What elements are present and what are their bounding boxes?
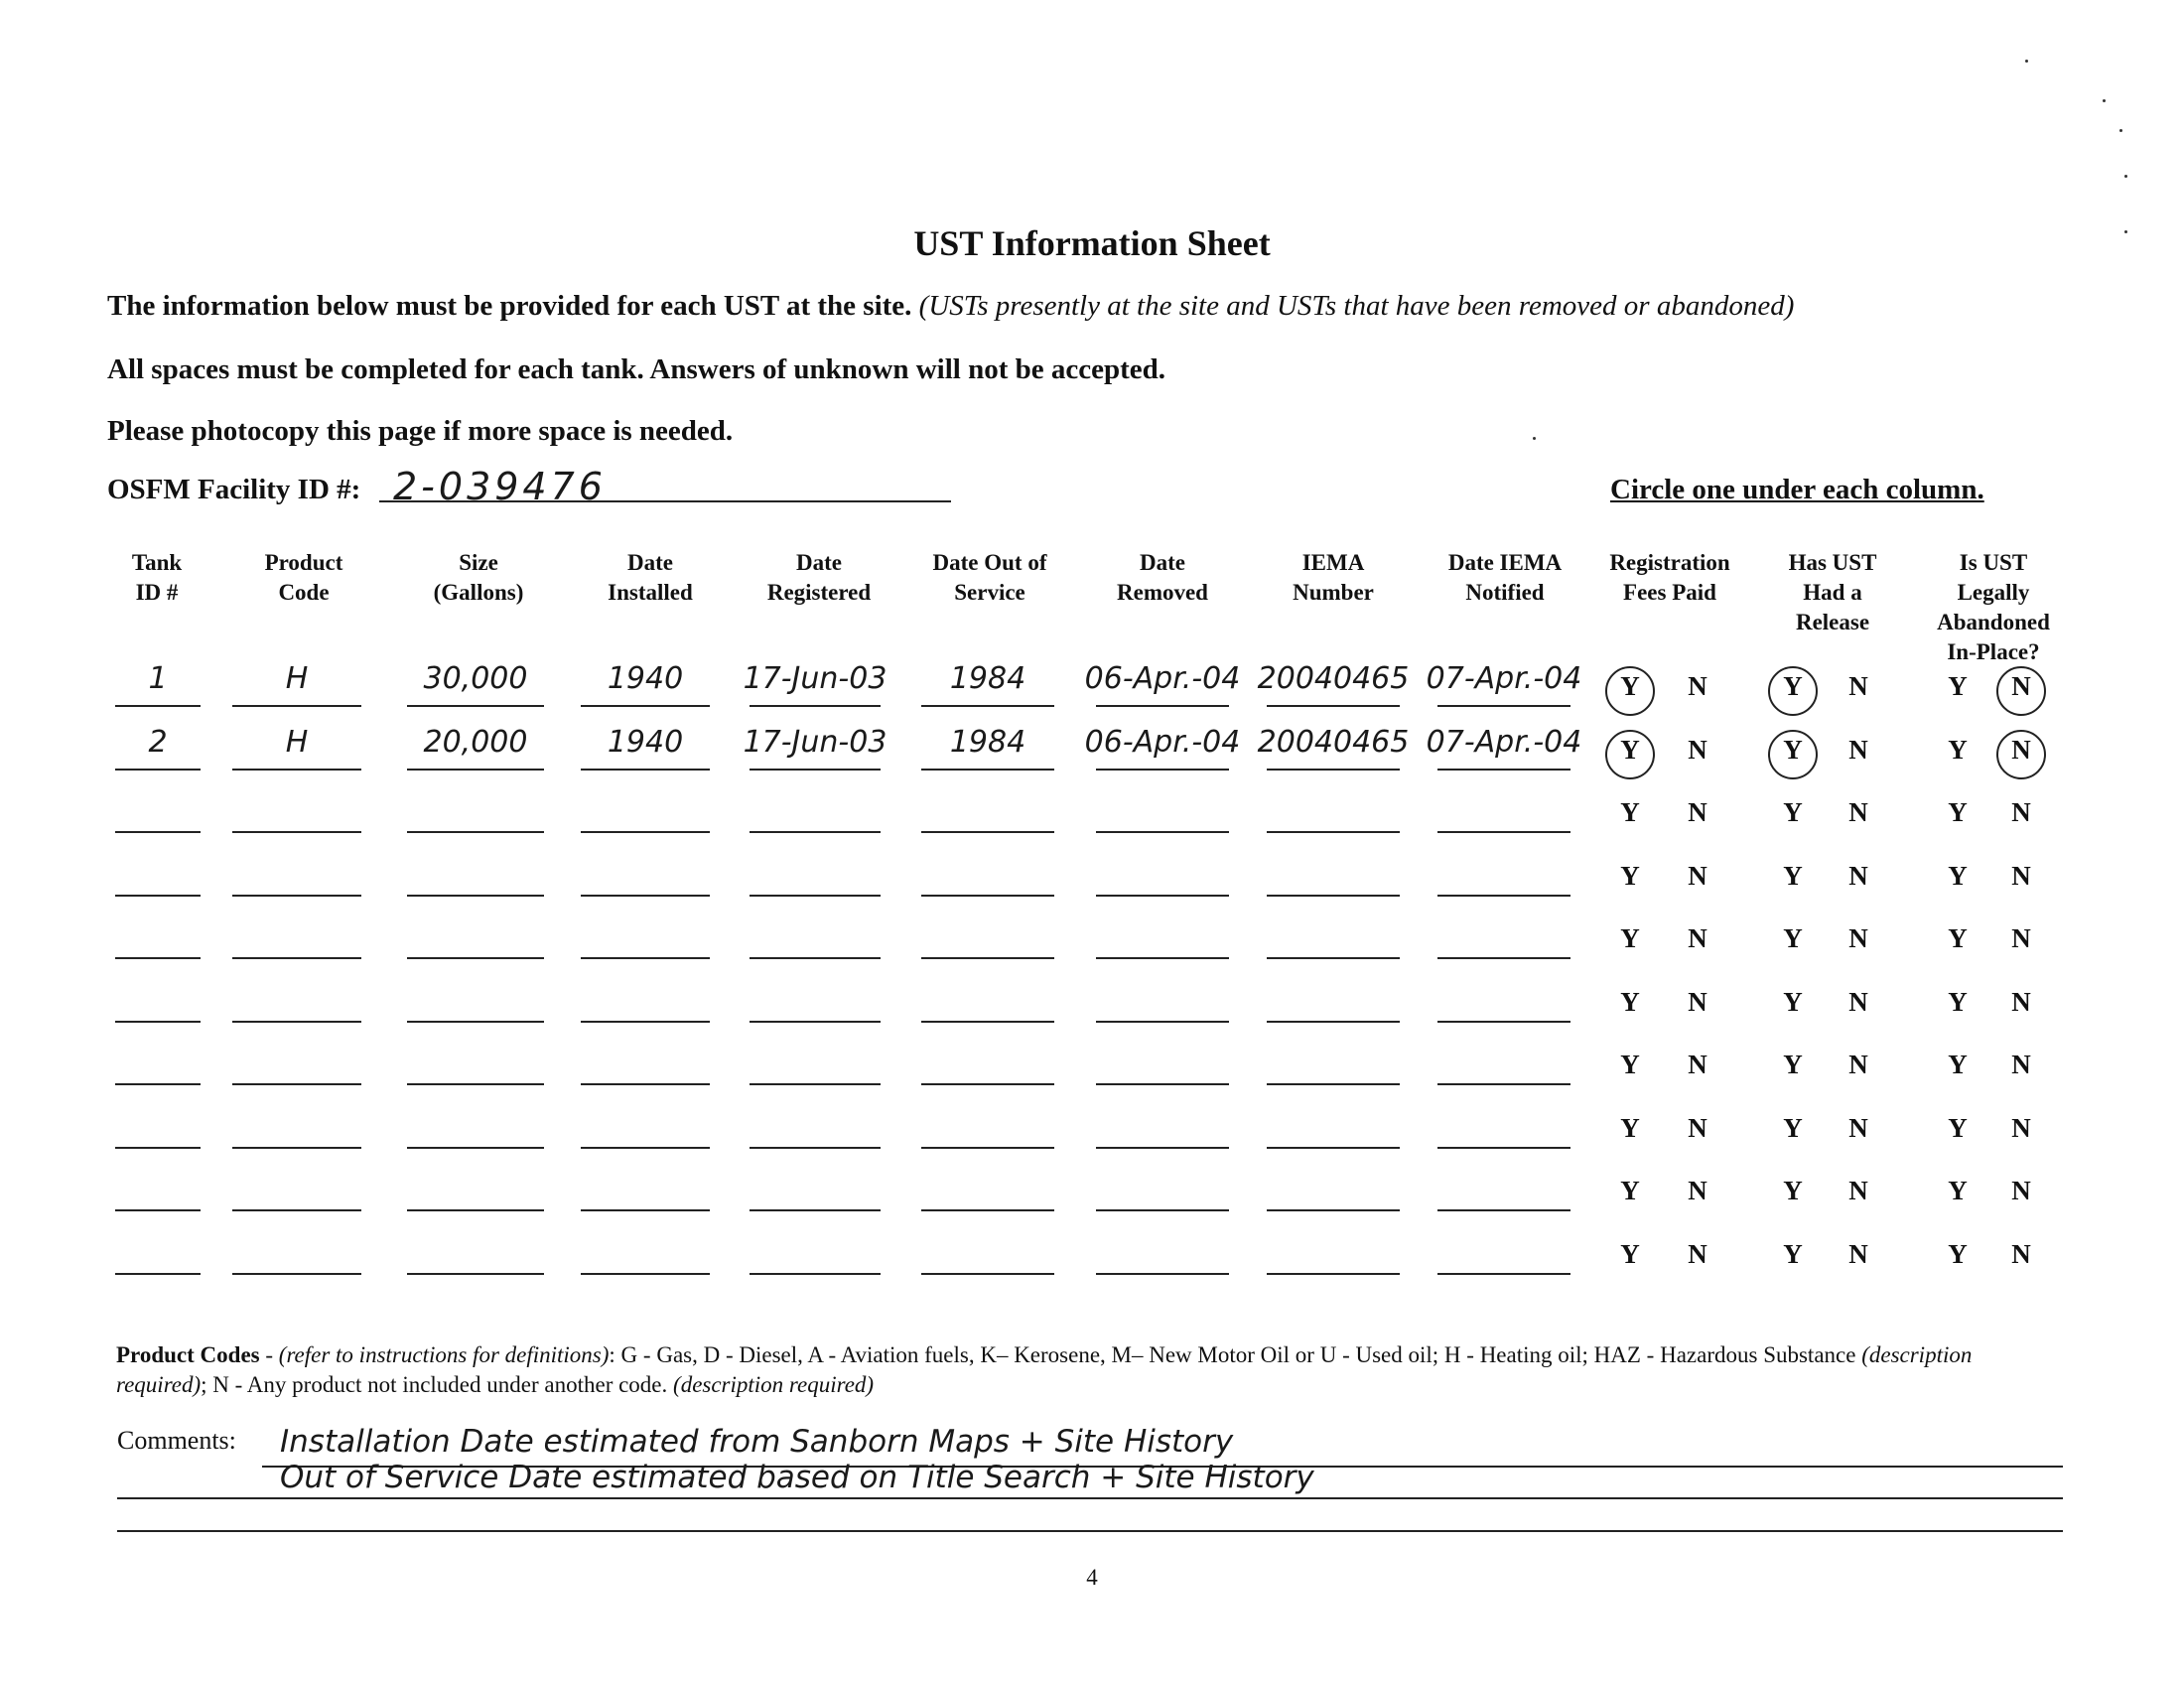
option-release-yes[interactable]: Y bbox=[1783, 1050, 1803, 1079]
field-tank-id[interactable] bbox=[115, 1147, 201, 1149]
field-date-out[interactable] bbox=[921, 1147, 1054, 1149]
option-release-no[interactable]: N bbox=[1848, 1112, 1868, 1143]
facility-id-value: 2-039476 bbox=[393, 465, 607, 508]
field-iema-number[interactable] bbox=[1267, 1209, 1400, 1211]
column-header-line: ID # bbox=[135, 580, 179, 605]
field-date-iema[interactable] bbox=[1437, 769, 1570, 771]
field-date-registered[interactable] bbox=[750, 831, 881, 833]
option-release-yes[interactable]: Y bbox=[1783, 1238, 1803, 1269]
option-reg-fees-no[interactable]: N bbox=[1688, 1238, 1707, 1269]
field-date-out[interactable] bbox=[921, 895, 1054, 897]
field-date-installed[interactable] bbox=[581, 1021, 710, 1023]
value-product-code: H bbox=[285, 724, 309, 760]
comments-text-2: Out of Service Date estimated based on Title Search + Site History bbox=[280, 1460, 1314, 1495]
field-iema-number[interactable] bbox=[1267, 769, 1400, 771]
option-abandoned-yes[interactable]: Y bbox=[1948, 1050, 1968, 1079]
option-reg-fees-yes[interactable]: Y bbox=[1620, 1112, 1640, 1143]
product-codes-list: : G - Gas, D - Diesel, A - Aviation fuels, K– Kerosene, M– New Motor Oil or U - Used oil; H - Heating oil; HAZ - Hazardous Substance bbox=[609, 1342, 1856, 1367]
value-date-iema: 07-Apr.-04 bbox=[1426, 661, 1582, 696]
column-header-date-iema bbox=[1416, 548, 1594, 608]
option-reg-fees-yes[interactable]: Y bbox=[1620, 671, 1640, 701]
field-date-registered[interactable] bbox=[750, 1083, 881, 1085]
option-abandoned-yes[interactable]: Y bbox=[1948, 860, 1968, 891]
field-tank-id[interactable] bbox=[115, 1209, 201, 1211]
field-date-removed[interactable] bbox=[1096, 957, 1229, 959]
option-reg-fees-no[interactable]: N bbox=[1688, 797, 1707, 827]
field-product-code[interactable] bbox=[232, 957, 361, 959]
field-size[interactable] bbox=[407, 1021, 544, 1023]
column-header-release bbox=[1743, 548, 1922, 637]
value-iema-number: 20040465 bbox=[1257, 724, 1410, 760]
scan-speck bbox=[2025, 60, 2028, 63]
field-date-iema[interactable] bbox=[1437, 1273, 1570, 1275]
column-header-date-installed bbox=[561, 548, 740, 608]
column-header-line: Notified bbox=[1465, 580, 1545, 605]
instruction-line-3: Please photocopy this page if more space is needed. bbox=[107, 415, 734, 447]
field-date-registered[interactable] bbox=[750, 1021, 881, 1023]
field-tank-id[interactable] bbox=[115, 1021, 201, 1023]
field-date-out[interactable] bbox=[921, 1209, 1054, 1211]
column-header-line: Removed bbox=[1117, 580, 1208, 605]
field-date-installed[interactable] bbox=[581, 957, 710, 959]
field-date-iema[interactable] bbox=[1437, 1147, 1570, 1149]
field-date-removed[interactable] bbox=[1096, 895, 1229, 897]
column-header-line: Registration bbox=[1609, 550, 1730, 575]
field-iema-number[interactable] bbox=[1267, 1021, 1400, 1023]
option-release-no[interactable]: N bbox=[1848, 797, 1868, 827]
option-release-no[interactable]: N bbox=[1848, 986, 1868, 1017]
option-abandoned-yes[interactable]: Y bbox=[1948, 797, 1968, 827]
field-product-code[interactable] bbox=[232, 831, 361, 833]
column-header-size bbox=[389, 548, 568, 608]
field-date-installed[interactable] bbox=[581, 895, 710, 897]
option-release-no[interactable]: N bbox=[1848, 1050, 1868, 1079]
field-date-iema[interactable] bbox=[1437, 1209, 1570, 1211]
selection-circle bbox=[1605, 666, 1655, 716]
facility-id-label: OSFM Facility ID #: bbox=[107, 474, 361, 505]
column-header-line: Product bbox=[264, 550, 343, 575]
field-date-out[interactable] bbox=[921, 1083, 1054, 1085]
field-date-registered[interactable] bbox=[750, 1147, 881, 1149]
comments-text-1: Installation Date estimated from Sanborn Maps + Site History bbox=[280, 1424, 1234, 1460]
column-header-line: IEMA bbox=[1301, 550, 1365, 575]
selection-circle bbox=[1768, 666, 1818, 716]
column-header-line: Is UST bbox=[1959, 550, 2028, 575]
field-iema-number[interactable] bbox=[1267, 895, 1400, 897]
option-release-yes[interactable]: Y bbox=[1783, 734, 1803, 765]
option-abandoned-no[interactable]: N bbox=[2011, 1050, 2031, 1079]
field-size[interactable] bbox=[407, 1083, 544, 1085]
option-reg-fees-yes[interactable]: Y bbox=[1620, 986, 1640, 1017]
column-header-line: Code bbox=[278, 580, 330, 605]
option-abandoned-no[interactable]: N bbox=[2011, 1112, 2031, 1143]
field-tank-id[interactable] bbox=[115, 1273, 201, 1275]
field-date-iema[interactable] bbox=[1437, 831, 1570, 833]
scan-speck bbox=[2103, 99, 2106, 102]
column-header-line: Registered bbox=[766, 580, 872, 605]
column-header-line: Tank bbox=[131, 550, 183, 575]
field-date-out[interactable] bbox=[921, 957, 1054, 959]
option-release-no[interactable]: N bbox=[1848, 923, 1868, 953]
product-codes-desc-note-1: (description required) bbox=[116, 1342, 1973, 1397]
field-product-code[interactable] bbox=[232, 1209, 361, 1211]
selection-circle bbox=[1605, 730, 1655, 779]
option-release-yes[interactable]: Y bbox=[1783, 1112, 1803, 1143]
field-date-removed[interactable] bbox=[1096, 1083, 1229, 1085]
option-abandoned-yes[interactable]: Y bbox=[1948, 671, 1968, 701]
field-date-registered[interactable] bbox=[750, 705, 881, 707]
instruction-line-1 bbox=[107, 290, 1794, 323]
field-date-removed[interactable] bbox=[1096, 1021, 1229, 1023]
column-header-line: Date bbox=[627, 550, 673, 575]
option-release-yes[interactable]: Y bbox=[1783, 1176, 1803, 1205]
option-release-no[interactable]: N bbox=[1848, 734, 1868, 765]
option-release-yes[interactable]: Y bbox=[1783, 797, 1803, 827]
column-header-line: Installed bbox=[608, 580, 693, 605]
option-reg-fees-no[interactable]: N bbox=[1688, 1050, 1707, 1079]
field-date-registered[interactable] bbox=[750, 895, 881, 897]
field-date-out[interactable] bbox=[921, 705, 1054, 707]
value-tank-id: 2 bbox=[148, 724, 168, 760]
column-header-line: Release bbox=[1795, 610, 1870, 634]
field-date-removed[interactable] bbox=[1096, 831, 1229, 833]
column-header-abandoned bbox=[1904, 548, 2083, 667]
field-tank-id[interactable] bbox=[115, 831, 201, 833]
option-reg-fees-yes[interactable]: Y bbox=[1620, 923, 1640, 953]
field-date-installed[interactable] bbox=[581, 1273, 710, 1275]
product-codes-desc-note-2: (description required) bbox=[673, 1372, 875, 1397]
column-header-line: Has UST bbox=[1788, 550, 1877, 575]
option-abandoned-yes[interactable]: Y bbox=[1948, 1238, 1968, 1269]
column-header-line: Size bbox=[459, 550, 498, 575]
value-date-registered: 17-Jun-03 bbox=[743, 661, 887, 696]
field-date-registered[interactable] bbox=[750, 1273, 881, 1275]
option-release-no[interactable]: N bbox=[1848, 1176, 1868, 1205]
field-product-code[interactable] bbox=[232, 769, 361, 771]
comments-label: Comments: bbox=[117, 1426, 236, 1455]
field-size[interactable] bbox=[407, 1273, 544, 1275]
option-abandoned-yes[interactable]: Y bbox=[1948, 734, 1968, 765]
scan-speck bbox=[1533, 437, 1536, 440]
scan-speck bbox=[2124, 230, 2127, 233]
option-reg-fees-no[interactable]: N bbox=[1688, 734, 1707, 765]
circle-instruction: Circle one under each column. bbox=[1610, 474, 1984, 505]
column-header-line: Service bbox=[954, 580, 1025, 605]
value-size: 30,000 bbox=[423, 661, 528, 696]
value-size: 20,000 bbox=[423, 724, 528, 760]
column-header-date-registered bbox=[730, 548, 908, 608]
field-date-out[interactable] bbox=[921, 831, 1054, 833]
column-header-line: Fees Paid bbox=[1623, 580, 1716, 605]
option-reg-fees-no[interactable]: N bbox=[1688, 860, 1707, 891]
field-date-removed[interactable] bbox=[1096, 1273, 1229, 1275]
option-abandoned-yes[interactable]: Y bbox=[1948, 986, 1968, 1017]
column-header-line: Number bbox=[1293, 580, 1374, 605]
value-date-removed: 06-Apr.-04 bbox=[1084, 661, 1241, 696]
option-reg-fees-yes[interactable]: Y bbox=[1620, 1050, 1640, 1079]
field-size[interactable] bbox=[407, 1147, 544, 1149]
value-tank-id: 1 bbox=[148, 661, 168, 696]
option-release-no[interactable]: N bbox=[1848, 671, 1868, 701]
product-codes-label: Product Codes bbox=[116, 1342, 260, 1367]
column-header-iema-number bbox=[1244, 548, 1423, 608]
option-release-no[interactable]: N bbox=[1848, 1238, 1868, 1269]
product-codes-ref-note: (refer to instructions for definitions) bbox=[278, 1342, 610, 1367]
field-tank-id[interactable] bbox=[115, 769, 201, 771]
option-release-yes[interactable]: Y bbox=[1783, 923, 1803, 953]
instruction-line-1-bold: The information below must be provided for each UST at the site. bbox=[107, 290, 912, 322]
field-date-iema[interactable] bbox=[1437, 957, 1570, 959]
column-header-line: Date Out of bbox=[932, 550, 1047, 575]
option-abandoned-yes[interactable]: Y bbox=[1948, 1112, 1968, 1143]
column-header-product-code bbox=[214, 548, 393, 608]
field-date-installed[interactable] bbox=[581, 1083, 710, 1085]
option-abandoned-no[interactable]: N bbox=[2011, 860, 2031, 891]
value-date-iema: 07-Apr.-04 bbox=[1426, 724, 1582, 760]
option-reg-fees-yes[interactable]: Y bbox=[1620, 860, 1640, 891]
comments-line-3[interactable] bbox=[117, 1530, 2063, 1532]
field-tank-id[interactable] bbox=[115, 705, 201, 707]
scan-speck bbox=[2124, 175, 2127, 178]
field-date-out[interactable] bbox=[921, 769, 1054, 771]
page-title: UST Information Sheet bbox=[913, 223, 1271, 263]
option-abandoned-no[interactable]: N bbox=[2011, 1176, 2031, 1205]
field-iema-number[interactable] bbox=[1267, 831, 1400, 833]
option-abandoned-no[interactable]: N bbox=[2011, 797, 2031, 827]
field-product-code[interactable] bbox=[232, 1083, 361, 1085]
instruction-line-2: All spaces must be completed for each tank. Answers of unknown will not be accepted. bbox=[107, 353, 1166, 385]
option-reg-fees-no[interactable]: N bbox=[1688, 986, 1707, 1017]
option-abandoned-no[interactable]: N bbox=[2011, 986, 2031, 1017]
field-size[interactable] bbox=[407, 957, 544, 959]
option-abandoned-no[interactable]: N bbox=[2011, 923, 2031, 953]
option-reg-fees-no[interactable]: N bbox=[1688, 1176, 1707, 1205]
field-iema-number[interactable] bbox=[1267, 1147, 1400, 1149]
option-abandoned-no[interactable]: N bbox=[2011, 1238, 2031, 1269]
column-header-line: Had a bbox=[1803, 580, 1862, 605]
field-iema-number[interactable] bbox=[1267, 705, 1400, 707]
field-size[interactable] bbox=[407, 831, 544, 833]
field-tank-id[interactable] bbox=[115, 1083, 201, 1085]
field-date-removed[interactable] bbox=[1096, 1209, 1229, 1211]
option-abandoned-no[interactable]: N bbox=[2011, 734, 2031, 765]
option-reg-fees-no[interactable]: N bbox=[1688, 671, 1707, 701]
page-number: 4 bbox=[1086, 1565, 1098, 1590]
field-date-iema[interactable] bbox=[1437, 1021, 1570, 1023]
product-codes-legend: Product Codes - (refer to instructions for definitions): G - Gas, D - Diesel, A - Aviation fuels, K– Kerosene, M– New Motor Oil or U - Used oil; H - Heating oil; HAZ - Hazardous Substance (description required); N - Any product not included under another code. (description required) bbox=[116, 1342, 1973, 1397]
option-abandoned-yes[interactable]: Y bbox=[1948, 1176, 1968, 1205]
option-release-yes[interactable]: Y bbox=[1783, 986, 1803, 1017]
column-header-line: Abandoned bbox=[1937, 610, 2050, 634]
field-tank-id[interactable] bbox=[115, 957, 201, 959]
instruction-line-1-italic: (USTs presently at the site and USTs that have been removed or abandoned) bbox=[918, 290, 1795, 322]
field-date-iema[interactable] bbox=[1437, 895, 1570, 897]
field-product-code[interactable] bbox=[232, 1021, 361, 1023]
option-release-yes[interactable]: Y bbox=[1783, 860, 1803, 891]
product-codes-other: ; N - Any product not included under another code. bbox=[201, 1372, 668, 1397]
field-product-code[interactable] bbox=[232, 1147, 361, 1149]
field-date-installed[interactable] bbox=[581, 831, 710, 833]
option-reg-fees-yes[interactable]: Y bbox=[1620, 1176, 1640, 1205]
option-reg-fees-no[interactable]: N bbox=[1688, 1112, 1707, 1143]
column-header-reg-fees bbox=[1580, 548, 1759, 608]
column-header-line: Date bbox=[1140, 550, 1185, 575]
field-date-registered[interactable] bbox=[750, 769, 881, 771]
field-size[interactable] bbox=[407, 1209, 544, 1211]
value-date-out: 1984 bbox=[949, 661, 1026, 696]
field-tank-id[interactable] bbox=[115, 895, 201, 897]
option-reg-fees-yes[interactable]: Y bbox=[1620, 1238, 1640, 1269]
option-reg-fees-yes[interactable]: Y bbox=[1620, 734, 1640, 765]
field-date-registered[interactable] bbox=[750, 1209, 881, 1211]
scan-speck bbox=[2119, 129, 2122, 132]
field-date-iema[interactable] bbox=[1437, 1083, 1570, 1085]
option-abandoned-yes[interactable]: Y bbox=[1948, 923, 1968, 953]
field-product-code[interactable] bbox=[232, 895, 361, 897]
field-date-out[interactable] bbox=[921, 1273, 1054, 1275]
field-date-installed[interactable] bbox=[581, 1147, 710, 1149]
field-product-code[interactable] bbox=[232, 1273, 361, 1275]
field-product-code[interactable] bbox=[232, 705, 361, 707]
value-date-installed: 1940 bbox=[607, 724, 684, 760]
selection-circle bbox=[1996, 666, 2046, 716]
field-date-iema[interactable] bbox=[1437, 705, 1570, 707]
value-iema-number: 20040465 bbox=[1257, 661, 1410, 696]
field-date-removed[interactable] bbox=[1096, 769, 1229, 771]
column-header-line: Date IEMA bbox=[1447, 550, 1563, 575]
field-date-installed[interactable] bbox=[581, 705, 710, 707]
option-reg-fees-yes[interactable]: Y bbox=[1620, 797, 1640, 827]
column-header-line: (Gallons) bbox=[433, 580, 524, 605]
value-date-removed: 06-Apr.-04 bbox=[1084, 724, 1241, 760]
selection-circle bbox=[1768, 730, 1818, 779]
option-abandoned-no[interactable]: N bbox=[2011, 671, 2031, 701]
value-date-installed: 1940 bbox=[607, 661, 684, 696]
column-header-line: In-Place? bbox=[1947, 639, 2040, 664]
column-header-line: Date bbox=[796, 550, 842, 575]
column-header-date-out bbox=[900, 548, 1079, 608]
field-size[interactable] bbox=[407, 705, 544, 707]
selection-circle bbox=[1996, 730, 2046, 779]
option-release-no[interactable]: N bbox=[1848, 860, 1868, 891]
column-header-date-removed bbox=[1073, 548, 1252, 608]
field-date-installed[interactable] bbox=[581, 1209, 710, 1211]
field-iema-number[interactable] bbox=[1267, 1273, 1400, 1275]
field-size[interactable] bbox=[407, 769, 544, 771]
comments-line-2[interactable] bbox=[117, 1497, 2063, 1499]
column-header-line: Legally bbox=[1957, 580, 2030, 605]
field-date-registered[interactable] bbox=[750, 957, 881, 959]
field-size[interactable] bbox=[407, 895, 544, 897]
field-date-installed[interactable] bbox=[581, 769, 710, 771]
field-iema-number[interactable] bbox=[1267, 1083, 1400, 1085]
value-product-code: H bbox=[285, 661, 309, 696]
field-iema-number[interactable] bbox=[1267, 957, 1400, 959]
field-date-removed[interactable] bbox=[1096, 705, 1229, 707]
option-release-yes[interactable]: Y bbox=[1783, 671, 1803, 701]
field-date-removed[interactable] bbox=[1096, 1147, 1229, 1149]
value-date-out: 1984 bbox=[949, 724, 1026, 760]
option-reg-fees-no[interactable]: N bbox=[1688, 923, 1707, 953]
field-date-out[interactable] bbox=[921, 1021, 1054, 1023]
value-date-registered: 17-Jun-03 bbox=[743, 724, 887, 760]
